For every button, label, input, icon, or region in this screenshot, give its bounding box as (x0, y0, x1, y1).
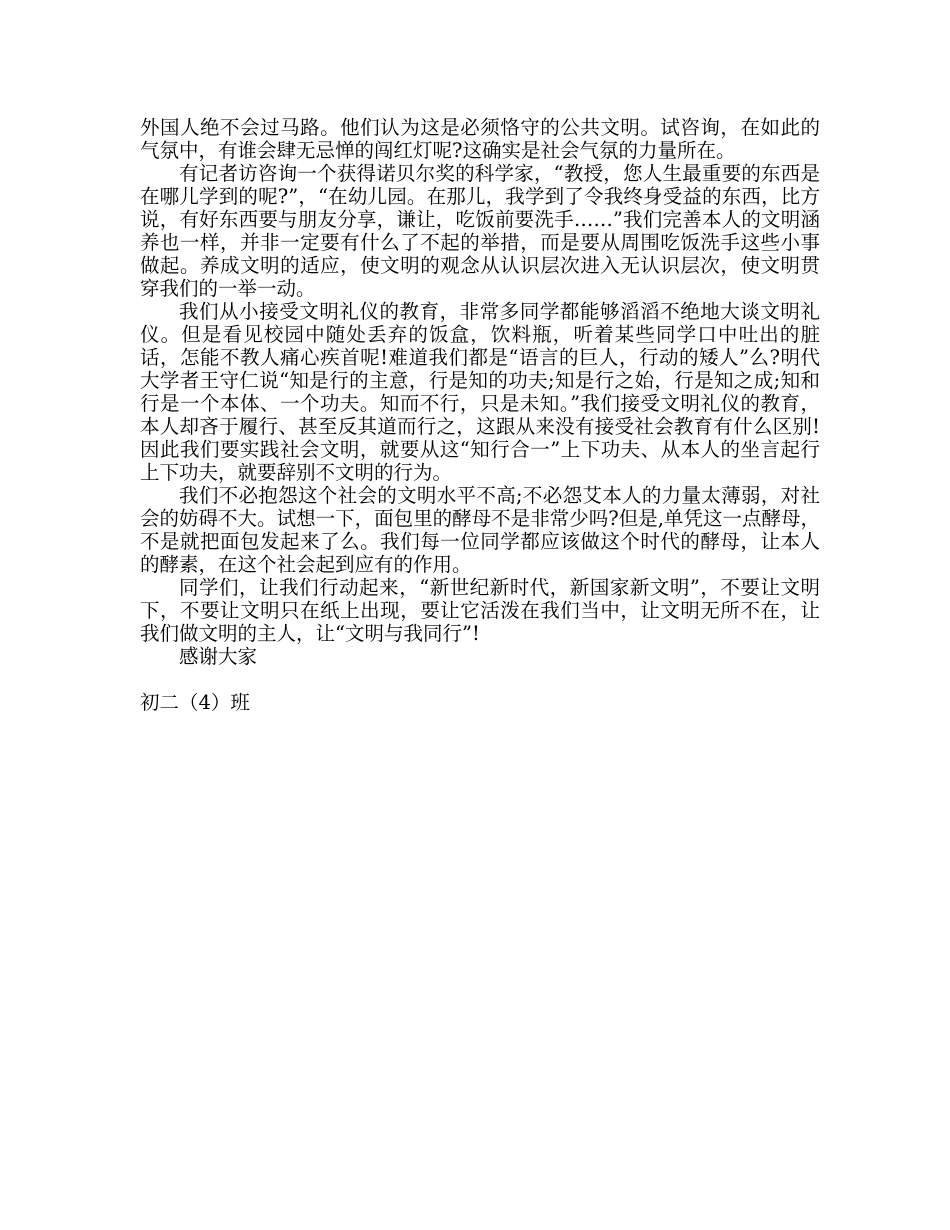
paragraph-3: 我们从小接受文明礼仪的教育，非常多同学都能够滔滔不绝地大谈文明礼仪。但是看见校园中随处丢弃的饭盒，饮料瓶，听着某些同学口中吐出的脏话，怎能不教人痛心疾首呢!难道我们都是“语言的巨人，行动的矮人”么?明代大学者王守仁说“知是行的主意，行是知的功夫;知是行之始，行是知之成;知和行是一个本体、一个功夫。知而不行，只是未知。”我们接受文明礼仪的教育，本人却吝于履行、甚至反其道而行之，这跟从来没有接受社会教育有什么区别!因此我们要实践社会文明，就要从这“知行合一”上下功夫、从本人的坐言起行上下功夫，就要辞别不文明的行为。 (140, 300, 820, 484)
paragraph-1: 外国人绝不会过马路。他们认为这是必须恪守的公共文明。试咨询，在如此的气氛中，有谁会肆无忌惮的闯红灯呢?这确实是社会气氛的力量所在。 (140, 116, 820, 162)
paragraph-5: 同学们，让我们行动起来，“新世纪新时代，新国家新文明”，不要让文明下，不要让文明只在纸上出现，要让它活泼在我们当中，让文明无所不在，让我们做文明的主人，让“文明与我同行”! (140, 576, 820, 645)
class-signature: 初二（4）班 (140, 691, 250, 714)
paragraph-2: 有记者访咨询一个获得诺贝尔奖的科学家，“教授，您人生最重要的东西是在哪儿学到的呢?”，“在幼儿园。在那儿，我学到了令我终身受益的东西，比方说，有好东西要与朋友分享，谦让，吃饭前要洗手……”我们完善本人的文明涵养也一样，并非一定要有什么了不起的举措，而是要从周围吃饭洗手这些小事做起。养成文明的适应，使文明的观念从认识层次进入无认识层次，使文明贯穿我们的一举一动。 (140, 162, 820, 300)
document-page (140, 116, 820, 714)
paragraph-4: 我们不必抱怨这个社会的文明水平不高;不必怨艾本人的力量太薄弱，对社会的妨碍不大。试想一下，面包里的酵母不是非常少吗?但是,单凭这一点酵母，不是就把面包发起来了么。我们每一位同学都应该做这个时代的酵母，让本人的酵素，在这个社会起到应有的作用。 (140, 484, 820, 576)
closing-line: 感谢大家 (179, 645, 258, 668)
